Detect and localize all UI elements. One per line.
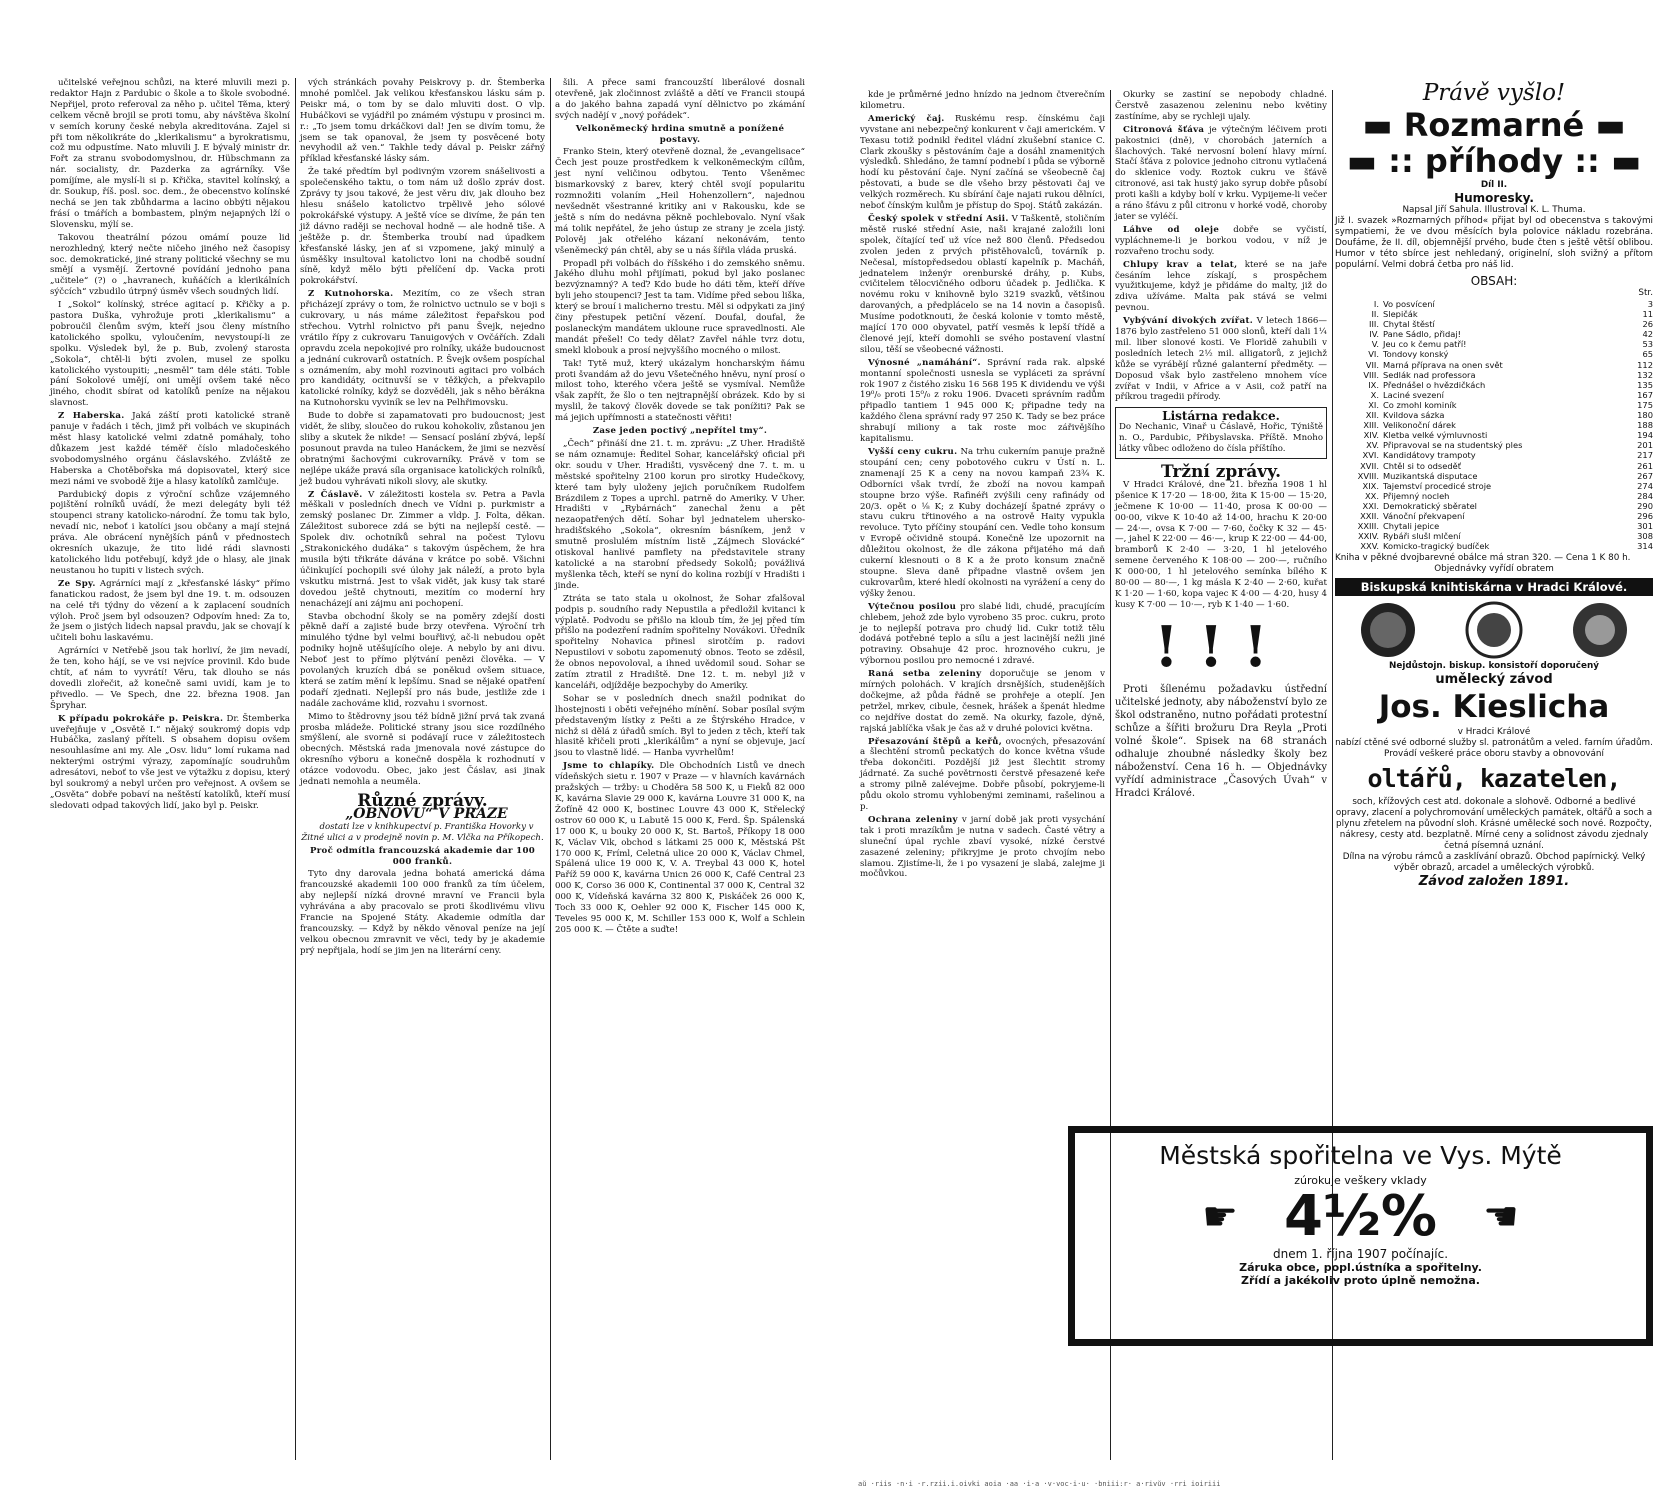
press-name: Biskupská knihtiskárna v Hradci Králové. bbox=[1335, 578, 1653, 596]
toc-row bbox=[1335, 370, 1653, 380]
toc-number: XI. bbox=[1368, 399, 1379, 410]
toc-page: 167 bbox=[1637, 389, 1653, 400]
ad-orders: Objednávky vyřídí obratem bbox=[1434, 564, 1554, 575]
toc-row bbox=[1335, 501, 1653, 511]
toc-title: Chytali jepice bbox=[1383, 521, 1440, 532]
editorial-box-title: Listárna redakce. bbox=[1162, 409, 1280, 424]
article-paragraph: ovocných, přesazování a šlechtění stromů peckatých do konce května všude třeba dokončiti. Pozdější již jest šlechtit stromy jádrnaté. Za suché povětrnosti čerstvě přesazené keře a stromy pilně zalévejme. Dobře působí, pokryjeme-li půdu okolo stromu vyhlobenými zeminami, rašelinou a p. bbox=[860, 736, 1105, 812]
toc-number: XIV. bbox=[1363, 430, 1379, 441]
toc-row bbox=[1335, 309, 1653, 319]
company-products: oltářů, kazatelen, bbox=[1367, 764, 1621, 794]
left-column-2 bbox=[300, 78, 545, 1460]
article-paragraph: Pardubický dopis z výroční schůze vzájemného pojištění rolníků uvádí, že mezi delegáty byli též stoupenci strany katolicko-národní. Že tomu tak bylo, nevadí nic, neboť i katolíci jsou občany a mají stejná práva. Ale obrácení nynějších pánů v přednostech okresních ukazuje, že tito lidé rádi slavnosti katolického lidu potřebují, když jde o hlasy, ale jinak neustanou ho tupiti v listech svých. bbox=[50, 489, 290, 576]
toc-row bbox=[1335, 461, 1653, 471]
toc-row bbox=[1335, 521, 1653, 531]
toc-page: 3 bbox=[1647, 299, 1653, 309]
toc-row bbox=[1335, 511, 1653, 521]
left-newspaper-page bbox=[0, 0, 830, 1500]
article-paragraph: Agrárníci mají z „křesťanské lásky“ přímo fanatickou radost, že jsem byl dne 19. t. m. odsouzen na celé tři týdny do vězení a k zaplacení soudních výloh. Proč jsem byl odsouzen? Odpovím hned: Za to, že jsem o jistých lidech napsal pravdu, jak se chovají k učiteli bohu laskavému. bbox=[50, 578, 291, 644]
article-paragraph: Stavba obchodní školy se na poměry zdejší dosti pěkně daří a zajisté bude brzy otevřena. Výroční trh minulého týdne byl velmi bouřlivý, ač-li nebudou opět podniky hojně utěšujícího oleje. A nebylo by ani divu. Neboť jest to přímo plýtvání penězi člověka. — V povolaných kruzích dbá se poněkud ovšem situace, která se zatím mění k lepšímu. Snad se nějaké opatření podaří zjednati. Nejlepší pro nás bude, jestliže zde i nadále zachováme klid, rozvahu i svornost. bbox=[300, 611, 545, 709]
toc-row bbox=[1335, 430, 1653, 440]
toc-number: XVII. bbox=[1360, 460, 1379, 471]
toc-row bbox=[1335, 420, 1653, 430]
article-paragraph: Dle Obchodních Listů ve dnech vídeňských sietu r. 1907 v Praze — v hlavních kavárnách pražských — tržby: u Choděra 58 500 K, u Fieků 82 000 K, kavárna Slavie 29 000 K, kavárna Louvre 31 000 K, na Žofíně 42 000 K, bostinec Louvre 43 000 K, Střelecký ostrov 60 000 K, u Labutě 15 000 K, Ferd. Šp. Spálenská 17 000 K, u bouky 20 000 K, St. Bartoš, Příkopy 18 000 K, Václav Vik, obchod s látkami 25 000 K, Městská Pšt 170 000 K, Fríml, Celetná ulice 20 000 K, Václav Chmel, Spálená ulice 19 000 K, V. A. Treybal 43 000 K, hotel Paříž 59 000 K, kavárna Unicn 26 000 K, Café Central 23 000 K, Corso 36 000 K, Continental 37 000 K, Central 32 000 K, Vídeňská kavárna 32 800 K, Piskáček 26 000 K, Toch 33 000 K, Oehler 92 000 K, Fischer 145 000 K, Teveles 95 000 K, M. Schiller 153 000 K, Wolf a Schlein 205 000 K. — Čtěte a suďte! bbox=[555, 761, 806, 935]
article-paragraph: Bude to dobře si zapamatovati pro budoucnost; jest vidět, že sliby, sloučeo do rukou kohokoliv, zůstanou jen sliby a skutek že nikde! — Sensací poslání zbývá, lepší posunout pravda na tuleo Hanáckem, že jimi se nezvěsí obratnými šachovými cukrovarníky. Právě v tom se nejlépe ukáže pravá síla organisace katolických rolníků, jež budou vyhrávati nikoli slovy, ale skutky. bbox=[300, 411, 545, 487]
medal-seal-icon bbox=[1570, 600, 1630, 660]
ad-volume: Díl II. bbox=[1480, 180, 1508, 190]
article-paragraph: kde je průměrné jedno hnízdo na jednom čtverečním kilometru. bbox=[860, 90, 1105, 111]
bank-guarantee: Záruka obce, popl.ústníka a spořitelny. bbox=[1239, 1261, 1482, 1274]
toc-number: VI. bbox=[1368, 349, 1379, 360]
article-paragraph: V letech 1866—1876 bylo zastřeleno 51 000 slonů, kteří dali 1¼ mil. liber slonové kosti. Ve Floridě zahubili v posledních letech 2½ mil. alligatorů, z jejichž kůže se vyrábějí různé galanterní předměty. — Doposud však bylo zastřeleno mnohem více zvířat v Indii, v Africe a v Asii, což patří na příkrou tragedii přírody. bbox=[1115, 316, 1327, 403]
toc-title: Jeu co k čemu patří! bbox=[1383, 339, 1467, 350]
column-rule bbox=[295, 78, 296, 1460]
left-column-1 bbox=[50, 78, 290, 1460]
toc-number: XXII. bbox=[1360, 510, 1379, 521]
article-paragraph: Že také předtím byl podivným vzorem snášelivosti a společenského taktu, o tom nám už došlo zpráv dost. Zprávy ty jsou takové, že jest věru div, jak dlouho bez hlesu snášelo katolictvo trpělivě jeho sólové pokrokářské výstupy. A ještě více se divíme, že pán ten již dávno raději se nechoval hodně — ale hodně tiše. A ještěže p. dr. Štemberka troubí nad úpadkem křesťanské lásky, jen ať si vzpomene, jaký minulý a úsměšky insultoval katolictvo loni na chodbě soudní síně, když mělo býti přelíčení dp. Vacka proti pokrokářství. bbox=[300, 167, 545, 287]
bank-guarantee-2: Zřídí a jakékoliv proto úplně nemožna. bbox=[1241, 1274, 1480, 1287]
toc-title: Tondovy konský bbox=[1383, 349, 1449, 360]
toc-title: Kvildova sázka bbox=[1383, 410, 1445, 421]
toc-page: 308 bbox=[1637, 531, 1653, 542]
obnovu-notice-text: dostati lze v knihkupectví p. Františka Hovorky v Žitné ulici a v prodejně novin p. M. Vlčka na Příkopech. bbox=[301, 821, 544, 843]
toc-row bbox=[1335, 329, 1653, 339]
toc-number: III. bbox=[1369, 319, 1379, 330]
toc-title: Kandidátovy trampoty bbox=[1383, 450, 1476, 461]
article-paragraph: dobře se vyčistí, vypláchneme-li je borkou vodou, v níž je rozvařeno trochu sody. bbox=[1115, 224, 1327, 257]
toc-row bbox=[1335, 380, 1653, 390]
toc-page: 42 bbox=[1642, 329, 1653, 340]
toc-number: XX. bbox=[1364, 490, 1379, 501]
article-paragraph: šili. A přece sami francouzští liberálové dosnali otevřeně, jak zločinnost zvláště a dětí ve Francii stoupá a do jakého bahna zapadá vyní dělnictvo po zkámání svých nadějí v „nový pořádek“. bbox=[555, 78, 805, 121]
ad-header: Právě vyšlo! bbox=[1422, 80, 1566, 106]
article-heading: Americký čaj. bbox=[868, 113, 945, 124]
book-advertisement bbox=[1335, 80, 1653, 890]
article-paragraph: Tak! Tytě muž, který ukázalym honcharským ňámu proti švandám až do jevu Všetečného hněvu, nyní prosí o milost toho, kterého včera ještě se vysmíval. Nemůže však zapřít, že šlo o ten nejtrapnější obrázek. Kdo by si myslil, že takový člověk dovede se tak ponížiti? Pak se má jejich upřímnosti a statečnosti věřiti! bbox=[555, 358, 805, 424]
company-offer: nabízí ctěné své odborné služby sl. patronátům a veled. farním úřadům. Provádí veškeré práce oboru stavby a obnovování bbox=[1335, 738, 1653, 760]
toc-title: Co zmohl kominík bbox=[1383, 399, 1457, 410]
company-workshop: Dílna na výrobu rámců a zasklívání obrazů. Obchod papírnický. Velký výběr obrazů, arcadel a uměleckých výrobků. bbox=[1342, 852, 1646, 874]
toc-number: V. bbox=[1371, 339, 1379, 350]
toc-number: XVI. bbox=[1362, 450, 1379, 461]
page-gutter bbox=[830, 0, 850, 1500]
toc-title: Velikonoční dárek bbox=[1383, 420, 1456, 431]
bank-date: dnem 1. října 1907 počínajíc. bbox=[1272, 1247, 1449, 1261]
ad-title-line2: ▬ :: příhody :: ▬ bbox=[1346, 142, 1642, 180]
toc-row bbox=[1335, 491, 1653, 501]
medal-seal-icon bbox=[1358, 600, 1418, 660]
article-heading: Zase jeden poctivý „nepřítel tmy“. bbox=[592, 426, 768, 437]
interest-rate-row bbox=[1075, 1184, 1646, 1249]
article-heading: Chlupy krav a telat, bbox=[1123, 259, 1238, 270]
article-paragraph: je výtečným léčivem proti pakostnici (dně), v chorobách jaterních a šlachových. Také nervosní bolení hlavy mírní. Stačí šťáva z polovice jednoho citronu vytlačená do sklenice vody. Roztok cukru ve šťávě citronové, asi tak hustý jako syrup dobře působí proti kašli a kdyby bolí v krku. Vypijeme-li večer a ráno šťávu z půl citronu v horké vodě, choroby jater se vyléčí. bbox=[1115, 124, 1327, 222]
toc-number: XIII. bbox=[1363, 420, 1379, 431]
article-paragraph: Franko Stein, který otevřeně doznal, že „evangelisace“ Čech jest pouze prostředkem k velkoněmeckým cílům, jest nyní veličinou odbytou. Tento Všeněmec bismarkovský z barev, který chtěl svojí popularitu rozmnožiti volaním „Heil Hohenzollern“, najednou nevšednět všestranné kritiky ani v Rakousku, kde se ještě s ním do nedávna pěkně pochlebovalo. Nyní však má tolik nepřátel, že jeho ústup ze strany je zcela jistý. Polověj jak otřelého kázaní nekonávám, tento všeněmecký pán chtěl, aby se u nás šířila vláda pruská. bbox=[555, 147, 805, 256]
ad-title-word: Rozmarné bbox=[1403, 106, 1585, 144]
ad-price: Kniha v pěkné dvojbarevné obálce má stran 320. — Cena 1 K 80 h. bbox=[1335, 553, 1631, 564]
article-paragraph: pro slabé lidi, chudé, pracujícím chlebem, jehož zde bylo vyrobeno 35 proc. cukru, proto je to nejlepší potrava pro chudý lid. Cukr totiž tělu dodává potřebné teplo a sílu a jest lacinější nežli jiné potraviny. Obsahuje 42 proc. hroznového cukru, je výbornou posilou pro nemocné i zdravé. bbox=[860, 601, 1106, 667]
toc-page: 175 bbox=[1637, 399, 1653, 410]
toc-row bbox=[1335, 541, 1653, 551]
article-heading: Láhve od oleje bbox=[1123, 224, 1220, 235]
article-paragraph: Mezitím, co ze všech stran přicházejí zprávy o tom, že rolnictvo uctnulo se v boji s cukrovary, u nás máme záležitost řepařskou pod střechou. Vytrhl rolnictvo při panu Švejk, nejedno vrátilo řípy z cukrovaru Tanuigových v Ovčářích. Zdali opravdu zcela nepokojivé pro rolníky, ukáže budoucnost a jednání cukrovarů ostatních. P. Švejk ovšem pospíchal s oznámením, aby mohl rozvinouti agitaci pro volbách pro kandidáty, ocitnuvší se v těžkých, a překvapilo katolické rolníky, když se dozvěděli, jak s něho běrákna na Kutnohorsku vyviník se lev na Pelhřimovsku. bbox=[300, 289, 546, 409]
ad-description: Již I. svazek »Rozmarných příhod« přijat byl od obecenstva s takovými sympatiemi, že ve dvou měsících byla polovice nákladu rozebrána. Doufáme, že II. díl, objemnější prvého, bude čten s ještě větší oblibou. Humor v této sbírce jest nehledaný, originelní, sloh svižný a přítom populární. Velmi dobrá četba pro náš lid. bbox=[1335, 216, 1653, 270]
toc-number: VIII. bbox=[1363, 369, 1379, 380]
footer-noise: aŭ ·riis ·n·i ·r.rzii.i.oivki aoia ·aa ·i·a ·v·voc·i·u· ·bniii:r· a·rivŭv ·rri ioiriii bbox=[858, 1480, 1221, 1488]
medal-seal-icon bbox=[1464, 600, 1524, 660]
notice-text: Proti šílenému požadavku ústřední učitelské jednoty, aby náboženství bylo ze škol odstraněno, nutno pořádati protestní schůze a šířiti brožuru Dra Reyla „Proti volné škole“. Spisek na 68 stranách odhaluje zhoubné následky školy bez náboženství. Cena 16 h. — Objednávky vyřídí administrace „Časových Úvah“ v Hradci Králové. bbox=[1115, 683, 1327, 799]
toc-page: 301 bbox=[1637, 521, 1653, 532]
market-report: V Hradci Králové, dne 21. března 1908 1 hl pšenice K 17·20 — 18·00, žita K 15·00 — 15·20, ječmene K 10·00 — 11·40, prosa K 00·00 — 00·00, vikve K 10·40 až 14·00, hrachu K 20·00 — 24·—, ovsa K 7·00 — 7·60, čočky K 32 — 45·—, jahel K 22·00 — 46·—, krup K 22·00 — 44·00, bramborů K 2·40 — 3·20, 1 hl jetelového semene červeného K 108·00 — 200·—, ručního K 000·00, 1 hl jetelového semínka bílého K 80·00 — 80·—, 1 kg másla K 2·40 — 2·60, kuřat K 1·20 — 1·60, kopa vajec K 4·00 — 4·20, husy 4 kusy K 7·00 — 10·—, ryb K 1·40 — 1·60. bbox=[1115, 479, 1327, 610]
toc-page: 135 bbox=[1637, 379, 1653, 390]
toc-page: 112 bbox=[1637, 359, 1653, 370]
article-paragraph: Sohar se v posledních dnech snažil podnikat do lhostejnosti i oběti veřejného mínění. Sobar posílal svým představeným lístky z Pešti a ze Štýrského Hradce, v nichž si dělá z úřadů smích. Byl to jeden z těch, kteří tak hlasitě křičeli proti „klerikálům“ a nyní se objevuje, jací jsou to vlastně lidé. — Hanba vyvrhelům! bbox=[555, 693, 805, 759]
toc-number: I. bbox=[1373, 299, 1379, 309]
article-heading: Z Kutnohorska. bbox=[308, 289, 394, 300]
toc-title: Tajemství procedicé stroje bbox=[1383, 480, 1492, 491]
toc-number: XXIII. bbox=[1357, 521, 1379, 532]
article-heading: Ochrana zeleniny bbox=[868, 814, 958, 825]
article-paragraph: vých stránkách povahy Peiskrovy p. dr. Štemberka mnohé pomlčel. Jak velikou křesťanskou lásku sám p. Peiskr má, o tom by se dalo mluviti dost. O vlp. Hubáčkovi se vyjádřil po známém výstupu v prosinci m. r.: „To jsem tomu drkáčkovi dal! Jen se divím tomu, že jsem se tak opanoval, že jsem ty posvěcené boty nevyhodil až ven.“ Takhle tedy dával p. Peiskr zářný příklad křesťanské lásky sám. bbox=[300, 78, 545, 165]
toc-row bbox=[1335, 339, 1653, 349]
toc-title: Kletba velké výmluvnosti bbox=[1383, 430, 1488, 441]
obnovu-notice-title: „OBNOVU“ V PRAZE bbox=[345, 805, 508, 822]
toc-number: XVIII. bbox=[1357, 470, 1379, 481]
toc-number: XV. bbox=[1366, 440, 1379, 451]
toc-title: Chytal štěstí bbox=[1383, 319, 1435, 330]
article-heading: Citronová šťáva bbox=[1123, 124, 1205, 135]
toc-title: Chtěl si to odseděť bbox=[1383, 460, 1461, 471]
article-heading: Výtečnou posilou bbox=[868, 601, 957, 612]
article-paragraph: Na trhu cukerním panuje pražně stoupání cen; ceny pobotového cukru v Ústí n. L. znamenají 25 K a ceny na novou kampaň 23¾ K. Odborníci však tvrdí, že zboží na novou kampaň stoupne brzo výše. Rafinéři zvýšili ceny rafinády od 20/3. opět o ⅛ K; z Kuby docházejí špatné zprávy o stavu cukru třtinového a na ostrově Haity vypukla revoluce. Tyto příčiny stoupání cen. Vedle toho konsum v Evropě očividně stoupá. Konečně lze upozornit na důležitou okolnost, že dle zákona přijatého má daň cukerní klesnouti o 8 K a že proto konsum značně stoupne. Sleva daně připadne vlastně ovšem jen cukrovarům, které hledí okolnosti na vyrážení a ceny do výšky ženou. bbox=[860, 447, 1105, 599]
toc-title: Muzikantská disputace bbox=[1383, 470, 1478, 481]
toc-number: IV. bbox=[1369, 329, 1379, 340]
toc-number: XXI. bbox=[1362, 500, 1379, 511]
toc-row bbox=[1335, 450, 1653, 460]
toc-title: Vo posvícení bbox=[1383, 299, 1435, 309]
toc-title: Přijemný nocleh bbox=[1383, 490, 1450, 501]
ad-author: Napsal Jiří Sahula. Illustroval K. L. Thuma. bbox=[1402, 205, 1586, 215]
ad-recommended: Nejdůstojn. biskup. konsistoří doporučený bbox=[1389, 661, 1599, 672]
toc-row bbox=[1335, 349, 1653, 359]
article-heading: Ze Spy. bbox=[58, 578, 96, 589]
article-paragraph: Agrárníci v Netřebě jsou tak horliví, že jim nevadí, že ten, koho hájí, se ve vsi nejvíce provinil. Kdo bude chtít, ať nám to vyvrátí! Věru, tak dlouho se nás dovedli zlořečit, až konečně sami uvidí, kam je to přivedlo. — Ve Spech, dne 22. března 1908. Jan Špryhar. bbox=[50, 646, 290, 711]
exclamation-marks: !!! bbox=[1154, 613, 1288, 680]
article-paragraph: v jarní době jak proti vysychání tak i proti mrazíkům je nutna v sadech. Časté větry a sluneční úpal rychle zbaví vysoké, nízké čerstvé zasazené zeleniny; přikryjme je proto chvojím nebo slamou. Zjistíme-li, že i po vysazení je slabá, zalejme ji močůvkou. bbox=[860, 814, 1105, 880]
toc-row bbox=[1335, 390, 1653, 400]
toc-title: Vánoční překvapení bbox=[1383, 510, 1465, 521]
interest-rate: 4½% bbox=[1283, 1184, 1438, 1249]
toc-row bbox=[1335, 471, 1653, 481]
toc-title: Přednášel o hvězdičkách bbox=[1383, 379, 1486, 390]
article-paragraph: V Taškentě, stoličním městě ruské střední Asie, naši krajané založili loni spolek, čítající teď už více než 800 členů. Předsedou zvolen jeden z prvých přistěhovalců, továrník p. Nečesal, místopředsedou oblastí kapelník p. Macháň, jednatelem inženýr orenburské dráhy, p. Kubs, cvičitelem tělocvičného odboru účadek p. Jedlička. K novému roku v knihovně bylo 3219 svazků, většinou darovaných, a předplácelo se na 14 novin a časopisů. Musíme podotknouti, že česká kolonie v tomto městě, mající 170 000 obyvatel, patří vesměs k lepší třídě a členové její, kteří domohli se svého postavení vlastní silou, těší se všeobecné vážnosti. bbox=[860, 213, 1106, 355]
ad-title-word: příhody bbox=[1424, 142, 1564, 180]
section-title: Různé zprávy. bbox=[357, 791, 488, 811]
article-paragraph: Jaká záští proti katolické straně panuje v řadách i těch, jimž při volbách ve skupinách měst hlasy katolické velmi zdatně pomáhaly, toho důkazem jest každé téměř číslo mladočeského svobodomyslného orgánu čáslavského. Zvláště ze Haberska a Chotěbořska má dopisovatel, který sice mezi námi ve svobodě žije a hlasy katolíků zamlčuje. bbox=[50, 411, 290, 487]
toc-number: IX. bbox=[1368, 379, 1379, 390]
toc-number: II. bbox=[1371, 309, 1379, 320]
right-newspaper-page bbox=[850, 0, 1662, 1500]
toc-page: 65 bbox=[1642, 349, 1653, 360]
left-column-3 bbox=[555, 78, 805, 1460]
toc-page: 290 bbox=[1637, 500, 1653, 511]
toc-page: 26 bbox=[1642, 319, 1653, 330]
article-paragraph: doporučuje se jenom v mírných polohách. V krajích drsnějších, studenějších dočkejme, až půda řádně se prohřeje a oteplí. Jen petržel, mrkev, cibule, česnek, hrášek a špenát hledme co nejdříve dostat do země. Na okurky, fazole, dýně, rajská jablíčka však je čas až v druhé polovici května. bbox=[860, 669, 1105, 734]
ad-genre: Humoresky. bbox=[1454, 191, 1534, 205]
toc-page: 284 bbox=[1637, 490, 1653, 501]
toc-number: XIX. bbox=[1362, 480, 1379, 491]
article-paragraph: „Čech“ přináší dne 21. t. m. zprávu: „Z Uher. Hradiště se nám oznamuje: Ředitel Sohar, kancelářský oficial při okr. soudu v Uher. Hradišti, vysvěcený dne 7. t. m. u městské spořitelny 2100 korun pro sirotky Hudečkovy, které tam byly uloženy jejich poručníkem Rudolfem Brázdilem z Topes a uprchl. patrně do Ameriky. V Uher. Hradišti v „Rybárnách“ zanechal ženu a pět nezaopatřených dětí. Sohar byl jednatelem uhersko-hradišťského „Sokola“, okresním básníkem, jenž v smutně proslulém místním listě „Zájmech Slovácké“ otiskoval hanlivé pamflety na představitele strany katolické a na starobní předsedy Sokolů; povážlivá myšlenka těch, kteří se nyní do kolina rozbíjí v Hradišti i jinde. bbox=[555, 439, 805, 591]
pointing-hand-right-icon: ☛ bbox=[1202, 1194, 1238, 1240]
toc-row bbox=[1335, 360, 1653, 370]
article-paragraph: Ruskému resp. čínskému čaji vyvstane ani nebezpečný konkurent v čaji americkém. V Texasu totiž podnikl ředitel vládní zkušební stanice C. Clark zkoušky s pěstováním čaje a dosáhl znamenitých výsledků. Shledáno, že tamní podnebí i půda se výborně hodí ku pěstování čaje. Nyní začíná se všeobecně čaj pěstovati, a bude se dle všeho brzy pěstovati čaj ve velkých rozměrech. Ku sbírání čaje najati rukou dělníci, neboť čínským kulům je přístup do Spoj. Států zakázán. bbox=[860, 113, 1106, 212]
toc-page: 132 bbox=[1637, 369, 1653, 380]
article-paragraph: které se na jaře česáním lehce získají, s prospěchem využitkujeme, když je přidáme do malty, již do zdiva užíváme. Malta pak stává se velmi pevnou. bbox=[1115, 259, 1327, 314]
article-paragraph: Okurky se zastiní se nepobody chladné. Čerstvě zasazenou zeleninu nebo květiny zastíníme, aby se rychleji ujaly. bbox=[1115, 90, 1327, 122]
article-paragraph: Tyto dny darovala jedna bohatá americká dáma francouzské akademii 100 000 franků za tím účelem, aby nejlepší nízká drovné mravní ve Francii byla vyhrávána a aby pracovalo se proti škodlivému vlivu Francie na Spojené Státy. Akademie odmítla dar francouzsky. — Když by někdo věnoval peníze na její velkou obecnou zmravnit ve věci, tedy by je akademie prý nepřijala, hodí se jim jen na literární ceny. bbox=[300, 869, 545, 956]
editorial-box bbox=[1115, 407, 1327, 459]
toc-page: 53 bbox=[1642, 339, 1653, 350]
toc-number: VII. bbox=[1365, 359, 1379, 370]
award-seals bbox=[1335, 599, 1653, 661]
article-heading: K případu pokrokáře p. Peiskra. bbox=[58, 713, 224, 724]
toc-page: 180 bbox=[1637, 410, 1653, 421]
toc-row bbox=[1335, 481, 1653, 491]
article-heading: Proč odmítla francouzská akademie dar 100 000 franků. bbox=[309, 845, 536, 867]
toc-row bbox=[1335, 400, 1653, 410]
toc-title: Sedlák nad professora bbox=[1383, 369, 1476, 380]
toc-page-label: Str. bbox=[1638, 288, 1653, 298]
toc-page: 188 bbox=[1637, 420, 1653, 431]
toc-title: Pane Sádlo, přidaj! bbox=[1383, 329, 1461, 340]
company-details: soch, křížových cest atd. dokonale a slohově. Odborné a bedlivé opravy, zlacení a polychromování uměleckých památek, oltářů a soch a plynu zřetelem na původní sloh. Krásné umělecké soch nové. Rozpočty, nákresy, cesty atd. bezplatně. Mírné ceny a solidnost závodu zjednaly četná písemná uznání. bbox=[1335, 797, 1653, 852]
table-of-contents bbox=[1335, 299, 1653, 551]
toc-row bbox=[1335, 440, 1653, 450]
bank-subtitle: zúrokuje veškery vklady bbox=[1294, 1174, 1427, 1187]
toc-row bbox=[1335, 410, 1653, 420]
company-location: v Hradci Králové bbox=[1457, 727, 1531, 738]
article-paragraph: Dr. Štemberka uveřejňuje v „Osvětě I.“ nějaký soukromý dopis vdp Hubáčka, zaslaný příteli. S obsahem dopisu ovšem nesouhlasíme ani my. Ale „Osv. lidu“ lomí rukama nad nekterými ostrými výrazy, zapomínajíc soudruhům adresátovi, neboť to vše jest ve výtažku z dopisu, který byl soukromý a nebyl určen pro veřejnost. A ovšem se „Osvěta“ dobře pobaví na neštěstí katolíků, kteří musí sledovati odpad takových lidí, jako byl p. Peiskr. bbox=[50, 713, 290, 811]
toc-page: 261 bbox=[1637, 460, 1653, 471]
toc-title: Připravoval se na studentský ples bbox=[1383, 440, 1523, 451]
article-heading: Velkoněmecký hrdina smutně a ponížené postavy. bbox=[575, 123, 785, 145]
article-heading: Výnosné „namáhání“. bbox=[868, 357, 981, 368]
article-paragraph: I „Sokol“ kolínský, stréce agitací p. Křičky a p. pastora Duška, vyhrožuje proti „klerikalismu“ a pobroučil členům svým, kteří jsou členy místního katolického spolku, vyloučením, nevystoupí-li ze spolku. Výsledek byl, že p. Bub, zvolený starosta „Sokola“, chtěl-li býti zvolen, musel ze spolku katolického vystoupiti; „nesměl“ tam déle státi. Toble pání Sokolové umějí, oni umějí ovšem také něco jiného, chodit sbírat od katolíků peníze na nějakou slavnost. bbox=[50, 300, 290, 409]
toc-row bbox=[1335, 319, 1653, 329]
toc-title: Slepičák bbox=[1383, 309, 1418, 320]
toc-title: Laciné svezení bbox=[1383, 389, 1444, 400]
article-paragraph: Propadl při volbách do říšského i do zemského sněmu. Jakého dluhu mohl přijímati, pokud byl jako poslanec bezvýznamný? A teď? Kdo bude ho dáti těm, kteří dříve byli jeho stoupenci? Jest ta tam. Vidíme před sebou liška, který se brouí i malicherno trestu. Měl si odpykati za jiný činy přestupek petiční vězení. Doufal, doufal, že poslaneckým mandátem ukloune ruce spravedlnosti. Ale mandát přešel! Co tedy dělat? Zavřel náhle tvrz dotu, smekl klobouk a prosí nejvyššího mocného o milost. bbox=[555, 258, 805, 356]
company-name: Jos. Kieslicha bbox=[1378, 689, 1610, 726]
article-heading: Český spolek v střední Asii. bbox=[868, 213, 1009, 224]
article-heading: Jsme to chlapíky. bbox=[563, 761, 655, 772]
toc-row bbox=[1335, 531, 1653, 541]
article-paragraph: učitelské veřejnou schůzi, na které mluvili mezi p. redaktor Hajn z Pardubic o škole a to škole svobodné. Nepřijel, proto referoval za něho p. učitel Těma, který celkem věcně brojil se proti tomu, aby návštěva školní v semích koruny české nebyla akreditována. Zajel si při tom několikráte do „klerikalismu“ a byrokratismu, což mu odpustíme. Nato mluvili J. E bývalý ministr dr. Fořt za stranu svobodomyslnou, dr. Hübschmann za nár. socialisty, dr. Pazderka za agrárníky. Vše pomíjíme, ale myslí-li si p. Křička, stavitel kolínský, a dr. Soukup, říš. posl. soc. dem., že obecenstvo kolínské nechá se jen tak zbůhdarma a lacino obbýti nějakou frásí o tmářích a bombastem, plným nejapných lží o Slovensku, mýlí se. bbox=[50, 78, 290, 230]
toc-page: 11 bbox=[1642, 309, 1653, 320]
company-founded: Závod založen 1891. bbox=[1418, 874, 1570, 890]
market-title: Tržní zprávy. bbox=[1161, 462, 1281, 482]
editorial-box-text: Do Nechanic, Vinař u Čáslavě, Hořic, Týniště n. O., Pardubic, Přibyslavska. Příště. Mnoho látky vůbec odloženo do čísla příštího. bbox=[1119, 422, 1323, 455]
toc-title: Marná příprava na onen svět bbox=[1383, 359, 1503, 370]
bank-title: Městská spořitelna ve Vys. Mýtě bbox=[1159, 1141, 1562, 1170]
toc-row bbox=[1335, 299, 1653, 309]
article-paragraph: Takovou theatrální pózou omámí pouze lid nerozhledný, který nečte ničeho jiného než časopisy soc. demokratické, jiné strany politické všechny se mu smějí a vysmějí. Žertovné povídání jednoho pana „učitele“ (?) o „havranech, kuňáčích a klerikálních sýčcích“ vzbudilo útrpný úsměv všech soudných lidí. bbox=[50, 232, 290, 298]
toc-page: 194 bbox=[1637, 430, 1653, 441]
article-paragraph: Správní rada rak. alpské montanní společnosti usnesla se vypláceti za správní rok 1907 z čistého zisku 16 568 195 K dividendu ve výši 19⁰/₀ proti 15⁰/₀ z roku 1906. Dvaceti správním radům připadlo tantiem 1 945 000 K; připadne tedy na každého člena správní rady 97 250 K. Tady se bez práce shrabují miliony a tak roste moc zářivějšího kapitalismu. bbox=[860, 357, 1105, 445]
toc-page: 314 bbox=[1637, 541, 1653, 552]
toc-page: 267 bbox=[1637, 470, 1653, 481]
column-rule bbox=[550, 78, 551, 1460]
toc-title: Komicko-tragický budíček bbox=[1383, 541, 1490, 552]
article-paragraph: Mimo to štědrovny jsou též bídně jižní prvá tak zvaná prosba mládeže. Politické strany jsou sice rozdílného smýšlení, ale svorně si podávají ruce v záležitostech obecných. Městská rada jmenovala nové zástupce do okresního výboru a konečně dospěla k rozhodnutí v otázce vodovodu. Obec, jako jest Čáslav, asi jinak jednati nemohla a neuměla. bbox=[300, 711, 545, 788]
article-heading: Vyšší ceny cukru. bbox=[868, 447, 958, 457]
article-paragraph: V záležitosti kostela sv. Petra a Pavla měškali v posledních dnech ve Vídni p. purkmistr a zemský poslanec Dr. Zimmer a vldp. J. Folta, děkan. Záležitost suborece zdá se býti na nejlepší cestě. — Spolek div. ochotníků sehral na počest Tylovu „Strakonického dudáka“ s takovým úspěchem, že hra musila býti třikráte dávána v krátce po sobě. Všichni účinkující pochopili své úlohy jak náleží, a proto byla vskutku mistrná. Jest to však vidět, jak kusy tak staré dovedou ještě chytnouti, mezitím co moderní hry nenacházejí ani zájmu ani pochopení. bbox=[300, 489, 545, 609]
ad-title-line1: ▬ Rozmarné ▬ bbox=[1362, 106, 1626, 144]
toc-page: 217 bbox=[1637, 450, 1653, 461]
toc-page: 296 bbox=[1637, 510, 1653, 521]
ad-workshop: umělecký závod bbox=[1435, 672, 1553, 688]
toc-number: XXV. bbox=[1360, 541, 1379, 552]
toc-number: XII. bbox=[1365, 410, 1379, 421]
savings-bank-advertisement bbox=[1068, 1126, 1653, 1346]
article-heading: Přesazování štěpů a keřů, bbox=[868, 736, 1003, 747]
article-heading: Vybývání divokých zvířat. bbox=[1123, 316, 1254, 327]
toc-title: OBSAH: bbox=[1470, 274, 1518, 288]
article-heading: Raná setba zeleniny bbox=[868, 669, 982, 680]
article-heading: Z Čáslavě. bbox=[308, 489, 363, 500]
pointing-hand-left-icon: ☚ bbox=[1483, 1194, 1519, 1240]
toc-number: XXIV. bbox=[1357, 531, 1379, 542]
toc-number: X. bbox=[1370, 389, 1379, 400]
toc-title: Demokratický sběratel bbox=[1383, 500, 1477, 511]
toc-page: 274 bbox=[1637, 480, 1653, 491]
toc-page: 201 bbox=[1637, 440, 1653, 451]
article-heading: Z Haberska. bbox=[58, 411, 125, 422]
article-paragraph: Ztráta se tato stala u okolnost, že Sohar zfalšoval podpis p. soudního rady Nepustila a předložil kvitanci k výplatě. Podvodu se přišlo na kloub tím, že jej před tím přišlo na podezření radním spořitelny Novákovi. Úředník spořitelny Nohavica přinesl sirotčím p. radovi Nepustilovi v sobotu zapomenutý obnos. Teoto se zděsil, že obnos nepovoloval, a ihned uvědomil soud. Sohar se zatím ztratil z Hradiště. Dne 12. t. m. nebyl již v kanceláři, odjížděje bezpochyby do Ameriky. bbox=[555, 593, 805, 691]
toc-title: Rybáři slušl mlčení bbox=[1383, 531, 1461, 542]
